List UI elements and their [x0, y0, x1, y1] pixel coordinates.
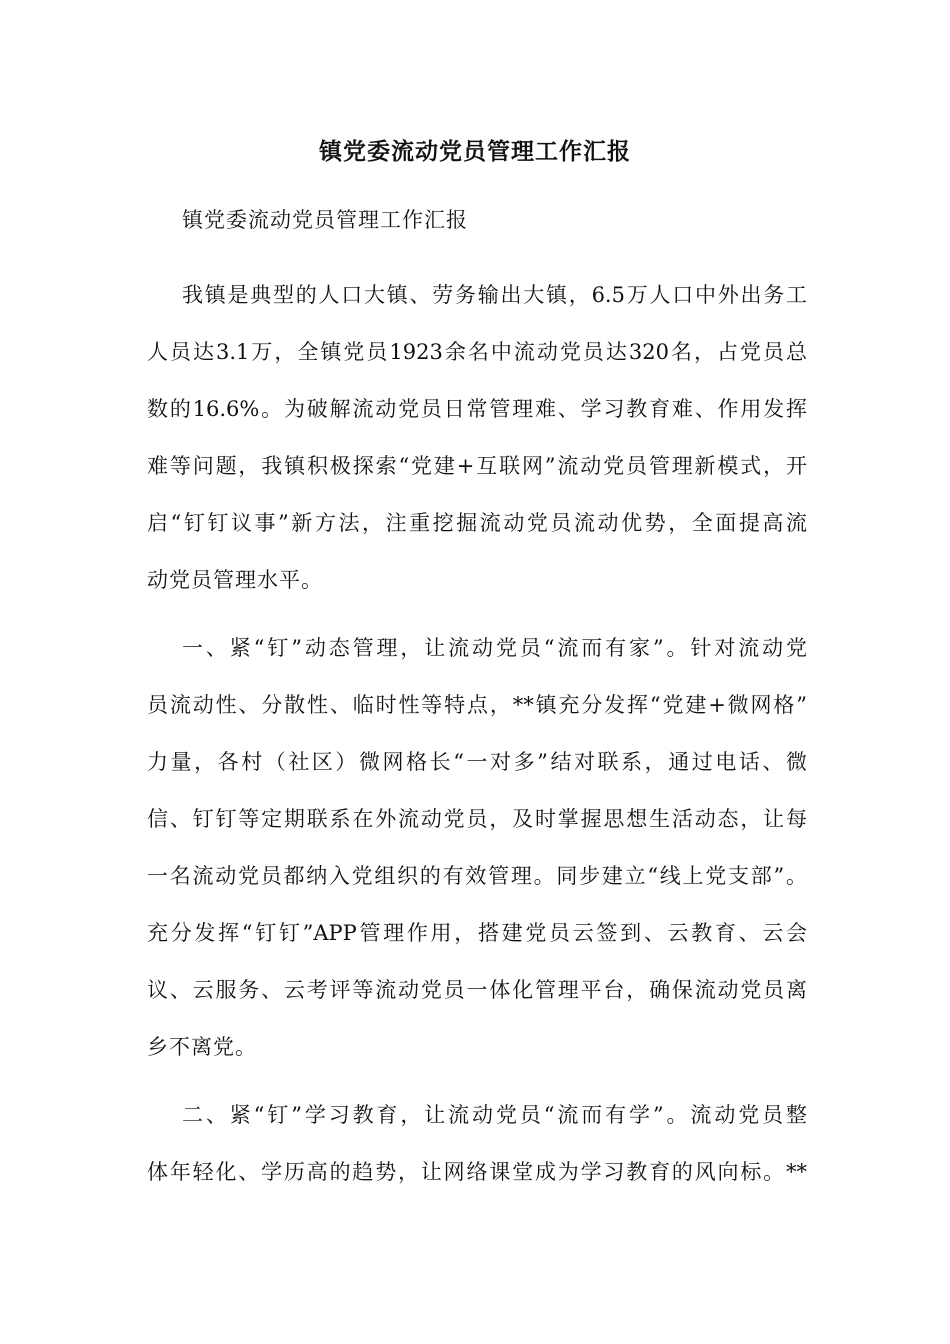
paragraph-1-line-2: 人员达3.1万，全镇党员1923余名中流动党员达320名，占党员总 — [147, 340, 807, 364]
paragraph-1-line-6: 动党员管理水平。 — [147, 568, 323, 592]
paragraph-3-line-2: 体年轻化、学历高的趋势，让网络课堂成为学习教育的风向标。** — [147, 1160, 807, 1184]
paragraph-1-line-1: 我镇是典型的人口大镇、劳务输出大镇，6.5万人口中外出务工 — [182, 283, 807, 307]
paragraph-1-line-5: 启“钉钉议事”新方法，注重挖掘流动党员流动优势，全面提高流 — [147, 511, 807, 535]
paragraph-2-line-5: 一名流动党员都纳入党组织的有效管理。同步建立“线上党支部”。 — [147, 864, 807, 888]
document-subtitle: 镇党委流动党员管理工作汇报 — [182, 208, 468, 232]
document-title: 镇党委流动党员管理工作汇报 — [319, 138, 631, 165]
paragraph-2-line-7: 议、云服务、云考评等流动党员一体化管理平台，确保流动党员离 — [147, 978, 807, 1002]
paragraph-1-line-4: 难等问题，我镇积极探索“党建+互联网”流动党员管理新模式，开 — [147, 454, 807, 478]
paragraph-2-line-2: 员流动性、分散性、临时性等特点，**镇充分发挥“党建+微网格” — [147, 693, 807, 717]
paragraph-2-line-3: 力量，各村（社区）微网格长“一对多”结对联系，通过电话、微 — [147, 750, 807, 774]
paragraph-1-line-3: 数的16.6%。为破解流动党员日常管理难、学习教育难、作用发挥 — [147, 397, 807, 421]
paragraph-2-line-8: 乡不离党。 — [147, 1035, 257, 1059]
paragraph-3-line-1: 二、紧“钉”学习教育，让流动党员“流而有学”。流动党员整 — [182, 1103, 807, 1127]
paragraph-2-line-1: 一、紧“钉”动态管理，让流动党员“流而有家”。针对流动党 — [182, 636, 807, 660]
paragraph-2-line-4: 信、钉钉等定期联系在外流动党员，及时掌握思想生活动态，让每 — [147, 807, 807, 831]
paragraph-2-line-6: 充分发挥“钉钉”APP管理作用，搭建党员云签到、云教育、云会 — [147, 921, 807, 945]
